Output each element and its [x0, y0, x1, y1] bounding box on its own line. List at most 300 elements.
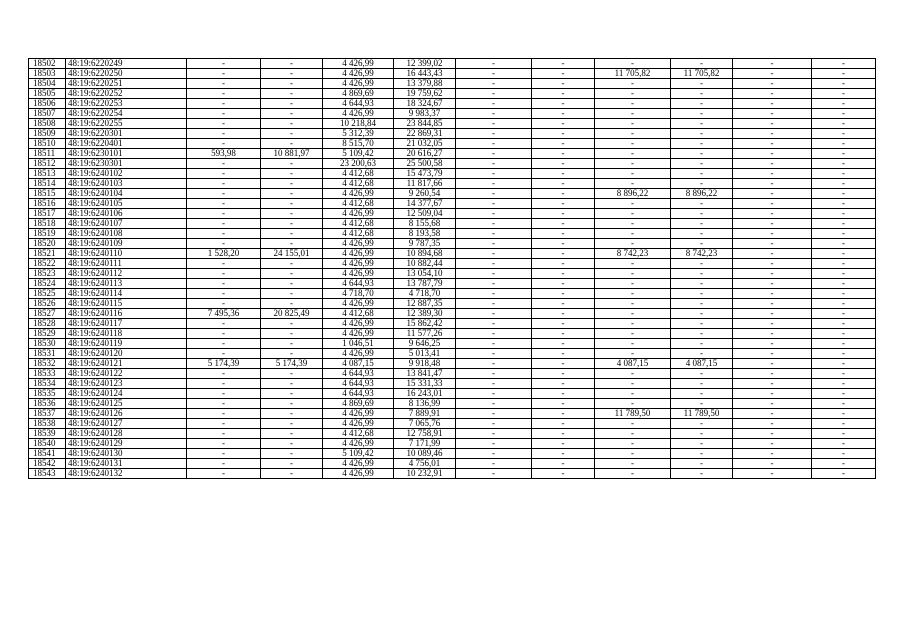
- value-cell-6: 13 054,10: [394, 269, 456, 279]
- value-cell-4: -: [261, 179, 323, 189]
- table-row: [29, 249, 876, 259]
- value-cell-8: -: [532, 179, 595, 189]
- table-row: [29, 169, 876, 179]
- value-cell-12: -: [812, 379, 876, 389]
- value-cell-10: -: [671, 339, 733, 349]
- row-number-cell: 18519: [29, 229, 66, 239]
- value-cell-12: -: [812, 439, 876, 449]
- value-cell-3: -: [187, 449, 261, 459]
- value-cell-6: 12 399,02: [394, 59, 456, 69]
- value-cell-5: 4 426,99: [323, 409, 394, 419]
- value-cell-10: -: [671, 229, 733, 239]
- value-cell-5: 4 412,68: [323, 309, 394, 319]
- row-number-cell: 18531: [29, 349, 66, 359]
- row-number-cell: 18538: [29, 419, 66, 429]
- row-number-cell: 18536: [29, 399, 66, 409]
- value-cell-10: -: [671, 129, 733, 139]
- value-cell-6: 5 013,41: [394, 349, 456, 359]
- value-cell-4: -: [261, 369, 323, 379]
- value-cell-7: -: [456, 359, 532, 369]
- value-cell-12: -: [812, 239, 876, 249]
- value-cell-4: -: [261, 439, 323, 449]
- value-cell-4: -: [261, 319, 323, 329]
- value-cell-7: -: [456, 429, 532, 439]
- table-row: [29, 219, 876, 229]
- value-cell-8: -: [532, 249, 595, 259]
- value-cell-5: 4 426,99: [323, 419, 394, 429]
- value-cell-3: -: [187, 159, 261, 169]
- table-row: [29, 329, 876, 339]
- value-cell-11: -: [733, 179, 812, 189]
- value-cell-12: -: [812, 279, 876, 289]
- cadastral-number-cell: 48:19:6240113: [66, 279, 187, 289]
- value-cell-3: -: [187, 369, 261, 379]
- value-cell-6: 12 887,35: [394, 299, 456, 309]
- row-number-cell: 18510: [29, 139, 66, 149]
- value-cell-5: 4 644,93: [323, 99, 394, 109]
- row-number-cell: 18543: [29, 469, 66, 479]
- value-cell-4: -: [261, 339, 323, 349]
- table-row: [29, 379, 876, 389]
- value-cell-3: -: [187, 339, 261, 349]
- value-cell-8: -: [532, 309, 595, 319]
- value-cell-10: -: [671, 389, 733, 399]
- value-cell-8: -: [532, 89, 595, 99]
- value-cell-7: -: [456, 149, 532, 159]
- cadastral-number-cell: 48:19:6220252: [66, 89, 187, 99]
- cadastral-number-cell: 48:19:6240109: [66, 239, 187, 249]
- cadastral-number-cell: 48:19:6240103: [66, 179, 187, 189]
- value-cell-4: 5 174,39: [261, 359, 323, 369]
- value-cell-7: -: [456, 139, 532, 149]
- value-cell-9: 8 742,23: [595, 249, 671, 259]
- table-row: [29, 199, 876, 209]
- value-cell-9: -: [595, 109, 671, 119]
- value-cell-12: -: [812, 359, 876, 369]
- value-cell-10: -: [671, 449, 733, 459]
- value-cell-4: -: [261, 169, 323, 179]
- value-cell-12: -: [812, 189, 876, 199]
- row-number-cell: 18540: [29, 439, 66, 449]
- value-cell-5: 5 312,39: [323, 129, 394, 139]
- value-cell-8: -: [532, 109, 595, 119]
- value-cell-10: -: [671, 309, 733, 319]
- value-cell-9: -: [595, 299, 671, 309]
- value-cell-11: -: [733, 99, 812, 109]
- value-cell-5: 23 200,63: [323, 159, 394, 169]
- value-cell-6: 7 065,76: [394, 419, 456, 429]
- value-cell-7: -: [456, 249, 532, 259]
- value-cell-7: -: [456, 59, 532, 69]
- value-cell-5: 4 412,68: [323, 229, 394, 239]
- value-cell-6: 9 787,35: [394, 239, 456, 249]
- value-cell-3: -: [187, 349, 261, 359]
- value-cell-12: -: [812, 99, 876, 109]
- value-cell-8: -: [532, 439, 595, 449]
- value-cell-6: 12 509,04: [394, 209, 456, 219]
- value-cell-11: -: [733, 259, 812, 269]
- value-cell-11: -: [733, 159, 812, 169]
- value-cell-11: -: [733, 409, 812, 419]
- value-cell-8: -: [532, 129, 595, 139]
- value-cell-4: -: [261, 469, 323, 479]
- value-cell-11: -: [733, 139, 812, 149]
- value-cell-7: -: [456, 109, 532, 119]
- value-cell-11: -: [733, 169, 812, 179]
- cadastral-number-cell: 48:19:6220301: [66, 129, 187, 139]
- cadastral-number-cell: 48:19:6220254: [66, 109, 187, 119]
- value-cell-9: -: [595, 399, 671, 409]
- value-cell-7: -: [456, 279, 532, 289]
- cadastral-number-cell: 48:19:6240121: [66, 359, 187, 369]
- value-cell-9: -: [595, 329, 671, 339]
- cadastral-number-cell: 48:19:6240129: [66, 439, 187, 449]
- value-cell-11: -: [733, 369, 812, 379]
- cadastral-number-cell: 48:19:6240102: [66, 169, 187, 179]
- value-cell-5: 4 426,99: [323, 439, 394, 449]
- value-cell-9: -: [595, 89, 671, 99]
- value-cell-8: -: [532, 319, 595, 329]
- value-cell-7: -: [456, 289, 532, 299]
- table-row: [29, 149, 876, 159]
- value-cell-4: -: [261, 259, 323, 269]
- cadastral-number-cell: 48:19:6220255: [66, 119, 187, 129]
- cadastral-number-cell: 48:19:6230101: [66, 149, 187, 159]
- row-number-cell: 18542: [29, 459, 66, 469]
- cadastral-number-cell: 48:19:6240106: [66, 209, 187, 219]
- value-cell-8: -: [532, 139, 595, 149]
- value-cell-6: 15 473,79: [394, 169, 456, 179]
- value-cell-5: 4 412,68: [323, 179, 394, 189]
- value-cell-12: -: [812, 399, 876, 409]
- table-row: [29, 399, 876, 409]
- value-cell-11: -: [733, 239, 812, 249]
- value-cell-11: -: [733, 209, 812, 219]
- value-cell-4: -: [261, 89, 323, 99]
- table-row: [29, 179, 876, 189]
- value-cell-11: -: [733, 389, 812, 399]
- value-cell-6: 16 443,43: [394, 69, 456, 79]
- value-cell-8: -: [532, 199, 595, 209]
- value-cell-6: 4 756,01: [394, 459, 456, 469]
- value-cell-8: -: [532, 159, 595, 169]
- row-number-cell: 18513: [29, 169, 66, 179]
- cadastral-number-cell: 48:19:6240116: [66, 309, 187, 319]
- table-row: [29, 259, 876, 269]
- row-number-cell: 18505: [29, 89, 66, 99]
- row-number-cell: 18525: [29, 289, 66, 299]
- value-cell-6: 14 377,67: [394, 199, 456, 209]
- cadastral-number-cell: 48:19:6240124: [66, 389, 187, 399]
- value-cell-9: -: [595, 369, 671, 379]
- value-cell-11: -: [733, 419, 812, 429]
- value-cell-4: -: [261, 429, 323, 439]
- value-cell-10: -: [671, 429, 733, 439]
- value-cell-10: -: [671, 109, 733, 119]
- value-cell-3: -: [187, 99, 261, 109]
- cadastral-number-cell: 48:19:6240122: [66, 369, 187, 379]
- value-cell-12: -: [812, 69, 876, 79]
- value-cell-3: 1 528,20: [187, 249, 261, 259]
- value-cell-5: 5 109,42: [323, 149, 394, 159]
- value-cell-10: -: [671, 99, 733, 109]
- cadastral-number-cell: 48:19:6240117: [66, 319, 187, 329]
- row-number-cell: 18534: [29, 379, 66, 389]
- table-row: [29, 459, 876, 469]
- row-number-cell: 18511: [29, 149, 66, 159]
- value-cell-9: -: [595, 319, 671, 329]
- value-cell-11: -: [733, 119, 812, 129]
- value-cell-5: 4 869,69: [323, 89, 394, 99]
- value-cell-9: -: [595, 99, 671, 109]
- value-cell-10: -: [671, 399, 733, 409]
- value-cell-6: 15 862,42: [394, 319, 456, 329]
- value-cell-10: -: [671, 89, 733, 99]
- value-cell-11: -: [733, 149, 812, 159]
- value-cell-11: -: [733, 459, 812, 469]
- value-cell-7: -: [456, 329, 532, 339]
- value-cell-12: -: [812, 299, 876, 309]
- value-cell-8: -: [532, 329, 595, 339]
- table-row: [29, 359, 876, 369]
- value-cell-12: -: [812, 179, 876, 189]
- value-cell-12: -: [812, 149, 876, 159]
- value-cell-6: 23 844,85: [394, 119, 456, 129]
- value-cell-12: -: [812, 419, 876, 429]
- value-cell-5: 4 426,99: [323, 209, 394, 219]
- value-cell-10: -: [671, 419, 733, 429]
- value-cell-11: -: [733, 399, 812, 409]
- value-cell-7: -: [456, 79, 532, 89]
- row-number-cell: 18541: [29, 449, 66, 459]
- value-cell-7: -: [456, 229, 532, 239]
- value-cell-7: -: [456, 259, 532, 269]
- value-cell-11: -: [733, 359, 812, 369]
- value-cell-10: -: [671, 219, 733, 229]
- table-row: [29, 439, 876, 449]
- value-cell-8: -: [532, 299, 595, 309]
- table-row: [29, 99, 876, 109]
- value-cell-10: -: [671, 289, 733, 299]
- row-number-cell: 18518: [29, 219, 66, 229]
- row-number-cell: 18530: [29, 339, 66, 349]
- value-cell-5: 4 426,99: [323, 249, 394, 259]
- row-number-cell: 18506: [29, 99, 66, 109]
- value-cell-4: 20 825,49: [261, 309, 323, 319]
- value-cell-12: -: [812, 169, 876, 179]
- value-cell-5: 4 644,93: [323, 389, 394, 399]
- value-cell-7: -: [456, 169, 532, 179]
- row-number-cell: 18504: [29, 79, 66, 89]
- value-cell-4: -: [261, 379, 323, 389]
- value-cell-7: -: [456, 179, 532, 189]
- value-cell-12: -: [812, 449, 876, 459]
- value-cell-4: -: [261, 79, 323, 89]
- cadastral-number-cell: 48:19:6240125: [66, 399, 187, 409]
- value-cell-11: -: [733, 189, 812, 199]
- value-cell-11: -: [733, 269, 812, 279]
- value-cell-9: -: [595, 229, 671, 239]
- value-cell-12: -: [812, 159, 876, 169]
- value-cell-6: 10 232,91: [394, 469, 456, 479]
- value-cell-7: -: [456, 449, 532, 459]
- value-cell-3: -: [187, 219, 261, 229]
- value-cell-10: -: [671, 199, 733, 209]
- value-cell-8: -: [532, 239, 595, 249]
- row-number-cell: 18526: [29, 299, 66, 309]
- value-cell-4: -: [261, 399, 323, 409]
- value-cell-7: -: [456, 459, 532, 469]
- value-cell-8: -: [532, 259, 595, 269]
- value-cell-6: 11 817,66: [394, 179, 456, 189]
- cadastral-number-cell: 48:19:6220253: [66, 99, 187, 109]
- value-cell-9: -: [595, 349, 671, 359]
- value-cell-7: -: [456, 409, 532, 419]
- value-cell-8: -: [532, 369, 595, 379]
- value-cell-3: -: [187, 139, 261, 149]
- value-cell-9: -: [595, 309, 671, 319]
- value-cell-12: -: [812, 89, 876, 99]
- row-number-cell: 18537: [29, 409, 66, 419]
- value-cell-5: 10 218,84: [323, 119, 394, 129]
- value-cell-8: -: [532, 279, 595, 289]
- value-cell-10: -: [671, 379, 733, 389]
- table-row: [29, 119, 876, 129]
- value-cell-8: -: [532, 449, 595, 459]
- value-cell-3: -: [187, 459, 261, 469]
- value-cell-10: -: [671, 149, 733, 159]
- value-cell-9: -: [595, 289, 671, 299]
- value-cell-12: -: [812, 289, 876, 299]
- row-number-cell: 18520: [29, 239, 66, 249]
- cadastral-number-cell: 48:19:6240104: [66, 189, 187, 199]
- value-cell-3: -: [187, 279, 261, 289]
- value-cell-11: -: [733, 129, 812, 139]
- row-number-cell: 18514: [29, 179, 66, 189]
- value-cell-11: -: [733, 349, 812, 359]
- value-cell-4: -: [261, 349, 323, 359]
- cadastral-number-cell: 48:19:6240110: [66, 249, 187, 259]
- value-cell-7: -: [456, 319, 532, 329]
- row-number-cell: 18522: [29, 259, 66, 269]
- value-cell-11: -: [733, 319, 812, 329]
- value-cell-9: -: [595, 119, 671, 129]
- value-cell-6: 11 577,26: [394, 329, 456, 339]
- row-number-cell: 18517: [29, 209, 66, 219]
- cadastral-number-cell: 48:19:6240105: [66, 199, 187, 209]
- value-cell-4: -: [261, 119, 323, 129]
- value-cell-8: -: [532, 429, 595, 439]
- value-cell-4: -: [261, 139, 323, 149]
- row-number-cell: 18516: [29, 199, 66, 209]
- value-cell-6: 8 136,99: [394, 399, 456, 409]
- value-cell-6: 8 155,68: [394, 219, 456, 229]
- value-cell-4: -: [261, 449, 323, 459]
- table-row: [29, 89, 876, 99]
- value-cell-10: 11 789,50: [671, 409, 733, 419]
- value-cell-10: -: [671, 209, 733, 219]
- value-cell-12: -: [812, 249, 876, 259]
- value-cell-3: -: [187, 129, 261, 139]
- value-cell-6: 7 171,99: [394, 439, 456, 449]
- value-cell-12: -: [812, 369, 876, 379]
- value-cell-9: 4 087,15: [595, 359, 671, 369]
- cadastral-number-cell: 48:19:6240130: [66, 449, 187, 459]
- cadastral-number-cell: 48:19:6240115: [66, 299, 187, 309]
- value-cell-4: -: [261, 209, 323, 219]
- value-cell-9: -: [595, 439, 671, 449]
- value-cell-12: -: [812, 219, 876, 229]
- row-number-cell: 18539: [29, 429, 66, 439]
- value-cell-8: -: [532, 169, 595, 179]
- value-cell-5: 4 426,99: [323, 269, 394, 279]
- table-row: [29, 309, 876, 319]
- cadastral-number-cell: 48:19:6240111: [66, 259, 187, 269]
- value-cell-12: -: [812, 229, 876, 239]
- table-row: [29, 289, 876, 299]
- value-cell-7: -: [456, 69, 532, 79]
- value-cell-4: -: [261, 419, 323, 429]
- value-cell-12: -: [812, 139, 876, 149]
- value-cell-4: -: [261, 279, 323, 289]
- value-cell-5: 4 426,99: [323, 299, 394, 309]
- cadastral-number-cell: 48:19:6240114: [66, 289, 187, 299]
- value-cell-9: -: [595, 139, 671, 149]
- value-cell-11: -: [733, 249, 812, 259]
- value-cell-11: -: [733, 199, 812, 209]
- value-cell-7: -: [456, 389, 532, 399]
- value-cell-7: -: [456, 239, 532, 249]
- value-cell-4: -: [261, 389, 323, 399]
- value-cell-11: -: [733, 439, 812, 449]
- value-cell-6: 7 889,91: [394, 409, 456, 419]
- cadastral-number-cell: 48:19:6220251: [66, 79, 187, 89]
- value-cell-8: -: [532, 359, 595, 369]
- row-number-cell: 18528: [29, 319, 66, 329]
- value-cell-9: -: [595, 239, 671, 249]
- value-cell-5: 4 426,99: [323, 459, 394, 469]
- value-cell-3: -: [187, 329, 261, 339]
- value-cell-10: -: [671, 259, 733, 269]
- value-cell-9: 11 705,82: [595, 69, 671, 79]
- value-cell-5: 4 412,68: [323, 169, 394, 179]
- cadastral-number-cell: 48:19:6240119: [66, 339, 187, 349]
- value-cell-10: -: [671, 139, 733, 149]
- value-cell-7: -: [456, 469, 532, 479]
- table-row: [29, 389, 876, 399]
- value-cell-3: -: [187, 209, 261, 219]
- value-cell-7: -: [456, 189, 532, 199]
- value-cell-4: -: [261, 239, 323, 249]
- value-cell-11: -: [733, 339, 812, 349]
- value-cell-7: -: [456, 299, 532, 309]
- value-cell-12: -: [812, 349, 876, 359]
- value-cell-12: -: [812, 309, 876, 319]
- row-number-cell: 18521: [29, 249, 66, 259]
- value-cell-3: -: [187, 229, 261, 239]
- value-cell-3: -: [187, 299, 261, 309]
- value-cell-8: -: [532, 409, 595, 419]
- table-row: [29, 239, 876, 249]
- value-cell-5: 4 426,99: [323, 189, 394, 199]
- value-cell-5: 4 644,93: [323, 379, 394, 389]
- row-number-cell: 18515: [29, 189, 66, 199]
- value-cell-10: -: [671, 469, 733, 479]
- value-cell-9: -: [595, 379, 671, 389]
- value-cell-6: 13 379,88: [394, 79, 456, 89]
- value-cell-4: -: [261, 99, 323, 109]
- value-cell-5: 4 426,99: [323, 59, 394, 69]
